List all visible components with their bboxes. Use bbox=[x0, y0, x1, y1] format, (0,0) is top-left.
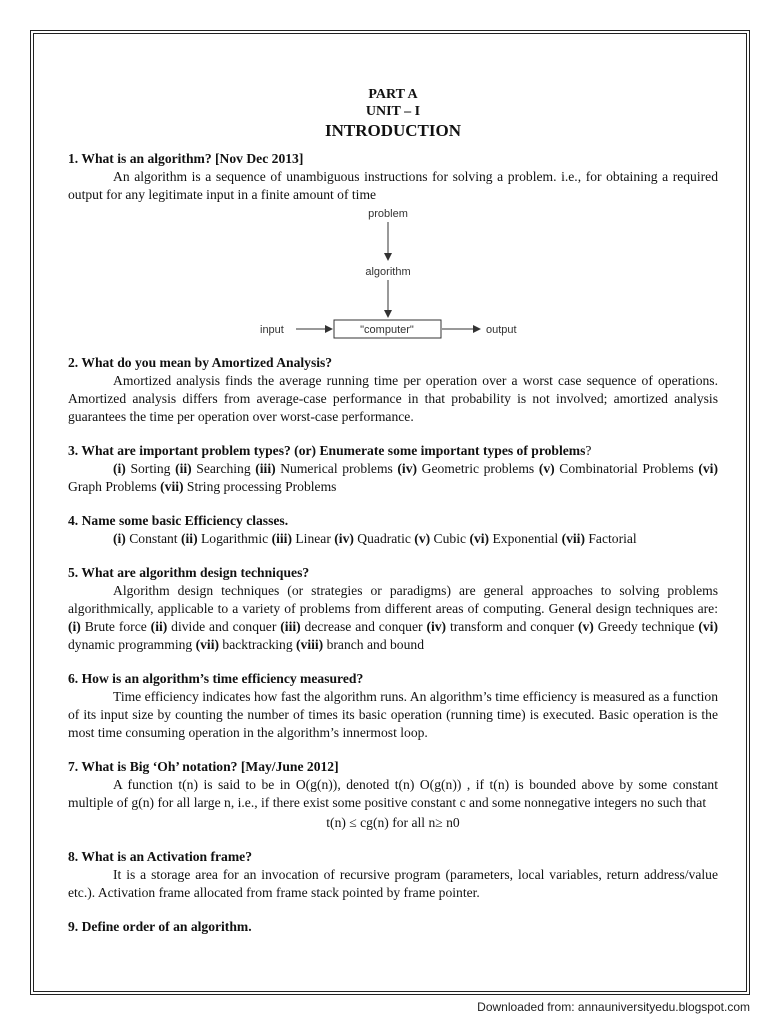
diagram-computer-label: "computer" bbox=[360, 324, 414, 336]
item-text: Sorting bbox=[125, 461, 176, 476]
item-num: (viii) bbox=[296, 637, 324, 652]
question-9-title: 9. Define order of an algorithm. bbox=[68, 919, 252, 934]
item-text: branch and bound bbox=[323, 637, 424, 652]
item-text: String processing Problems bbox=[183, 479, 337, 494]
question-4-title: 4. Name some basic Efficiency classes. bbox=[68, 513, 289, 528]
part-heading: PART A bbox=[368, 87, 418, 102]
item-text: divide and conquer bbox=[167, 619, 281, 634]
item-num: (iii) bbox=[280, 619, 301, 634]
question-3-suffix: ? bbox=[585, 443, 592, 458]
question-9 bbox=[68, 918, 718, 936]
item-text: Cubic bbox=[430, 531, 470, 546]
item-num: (vi) bbox=[698, 461, 718, 476]
item-num: (iv) bbox=[334, 531, 354, 546]
document-page bbox=[68, 86, 718, 936]
question-8 bbox=[68, 848, 718, 902]
item-text: dynamic programming bbox=[68, 637, 196, 652]
diagram-input-label: input bbox=[260, 324, 284, 336]
item-num: (i) bbox=[68, 619, 81, 634]
algorithm-diagram-svg bbox=[68, 208, 718, 354]
question-7 bbox=[68, 758, 718, 832]
question-5-intro: Algorithm design techniques (or strategies or paradigms) are general approaches to solving problems algorithmically, applicable to a variety of problems from different areas of computing. General design techniques are: bbox=[68, 583, 718, 616]
item-num: (i) bbox=[113, 531, 126, 546]
question-5 bbox=[68, 564, 718, 654]
item-num: (ii) bbox=[180, 531, 198, 546]
item-text: Combinatorial Problems bbox=[554, 461, 699, 476]
item-text: Linear bbox=[291, 531, 335, 546]
diagram-algorithm-label: algorithm bbox=[365, 266, 411, 278]
item-text: Graph Problems bbox=[68, 479, 161, 494]
question-6 bbox=[68, 670, 718, 742]
question-6-title: 6. How is an algorithm’s time efficiency measured? bbox=[68, 671, 364, 686]
item-num: (iv) bbox=[426, 619, 447, 634]
unit-heading: UNIT – I bbox=[365, 104, 421, 119]
item-num: (vii) bbox=[160, 479, 184, 494]
item-num: (vi) bbox=[698, 619, 718, 634]
item-num: (iii) bbox=[271, 531, 292, 546]
item-text: Exponential bbox=[489, 531, 562, 546]
question-3-title-line bbox=[68, 442, 718, 460]
item-text: backtracking bbox=[219, 637, 297, 652]
question-4-answer bbox=[68, 530, 718, 548]
item-num: (ii) bbox=[175, 461, 192, 476]
question-8-title: 8. What is an Activation frame? bbox=[68, 849, 253, 864]
item-text: decrease and conquer bbox=[300, 619, 427, 634]
item-text: Constant bbox=[125, 531, 181, 546]
question-3 bbox=[68, 442, 718, 496]
item-text: transform and conquer bbox=[446, 619, 578, 634]
item-text: Logarithmic bbox=[197, 531, 272, 546]
question-2-title: 2. What do you mean by Amortized Analysis? bbox=[68, 355, 333, 370]
question-4 bbox=[68, 512, 718, 548]
item-num: (vi) bbox=[469, 531, 490, 546]
item-num: (i) bbox=[113, 461, 126, 476]
download-footer: Downloaded from: annauniversityedu.blogspot.com bbox=[477, 1000, 750, 1014]
question-1 bbox=[68, 150, 718, 354]
item-text: Numerical problems bbox=[275, 461, 398, 476]
diagram-output-label: output bbox=[486, 324, 517, 336]
question-5-title: 5. What are algorithm design techniques? bbox=[68, 565, 310, 580]
item-text: Brute force bbox=[80, 619, 151, 634]
item-num: (vii) bbox=[561, 531, 585, 546]
item-num: (v) bbox=[538, 461, 555, 476]
question-3-title: 3. What are important problem types? (or) Enumerate some important types of problems bbox=[68, 443, 586, 458]
item-num: (iii) bbox=[255, 461, 276, 476]
item-num: (vii) bbox=[195, 637, 220, 652]
question-1-title: 1. What is an algorithm? [Nov Dec 2013] bbox=[68, 151, 304, 166]
question-2 bbox=[68, 354, 718, 426]
item-num: (v) bbox=[414, 531, 431, 546]
item-text: Searching bbox=[191, 461, 256, 476]
item-text: Geometric problems bbox=[417, 461, 539, 476]
item-text: Factorial bbox=[584, 531, 637, 546]
question-7-answer: A function t(n) is said to be in O(g(n)), denoted t(n) O(g(n)) , if t(n) is bounded above by some constant multiple of g(n) for all large n, i.e., if there exist some positive constant c and some nonnegative integers no such that bbox=[68, 777, 718, 810]
question-2-answer: Amortized analysis finds the average running time per operation over a worst case sequence of operations. Amortized analysis differs from average-case performance in that probability is not involved; amortized analysis guarantees the time per operation over worst-case performance. bbox=[68, 373, 718, 424]
item-text: Greedy technique bbox=[593, 619, 699, 634]
question-1-answer: An algorithm is a sequence of unambiguous instructions for solving a problem. i.e., for obtaining a required output for any legitimate input in a finite amount of time bbox=[68, 169, 718, 202]
page-title: INTRODUCTION bbox=[324, 121, 462, 140]
item-num: (ii) bbox=[150, 619, 168, 634]
item-num: (iv) bbox=[397, 461, 418, 476]
question-5-answer bbox=[68, 582, 718, 654]
question-7-title: 7. What is Big ‘Oh’ notation? [May/June 2012] bbox=[68, 759, 339, 774]
question-6-answer: Time efficiency indicates how fast the algorithm runs. An algorithm’s time efficiency is measured as a function of its input size by counting the number of times its basic operation (running time) is executed. Basic operation is the most time consuming operation in the algorithm’s innermost loop. bbox=[68, 689, 718, 740]
question-8-answer: It is a storage area for an invocation of recursive program (parameters, local variables, return address/value etc.). Activation frame allocated from frame stack pointed by frame pointer. bbox=[68, 867, 718, 900]
item-num: (v) bbox=[577, 619, 594, 634]
item-text: Quadratic bbox=[353, 531, 415, 546]
algorithm-diagram bbox=[68, 208, 718, 354]
big-oh-formula: t(n) ≤ cg(n) for all n≥ n0 bbox=[326, 815, 460, 830]
diagram-problem-label: problem bbox=[368, 208, 408, 220]
question-3-answer bbox=[68, 460, 718, 496]
